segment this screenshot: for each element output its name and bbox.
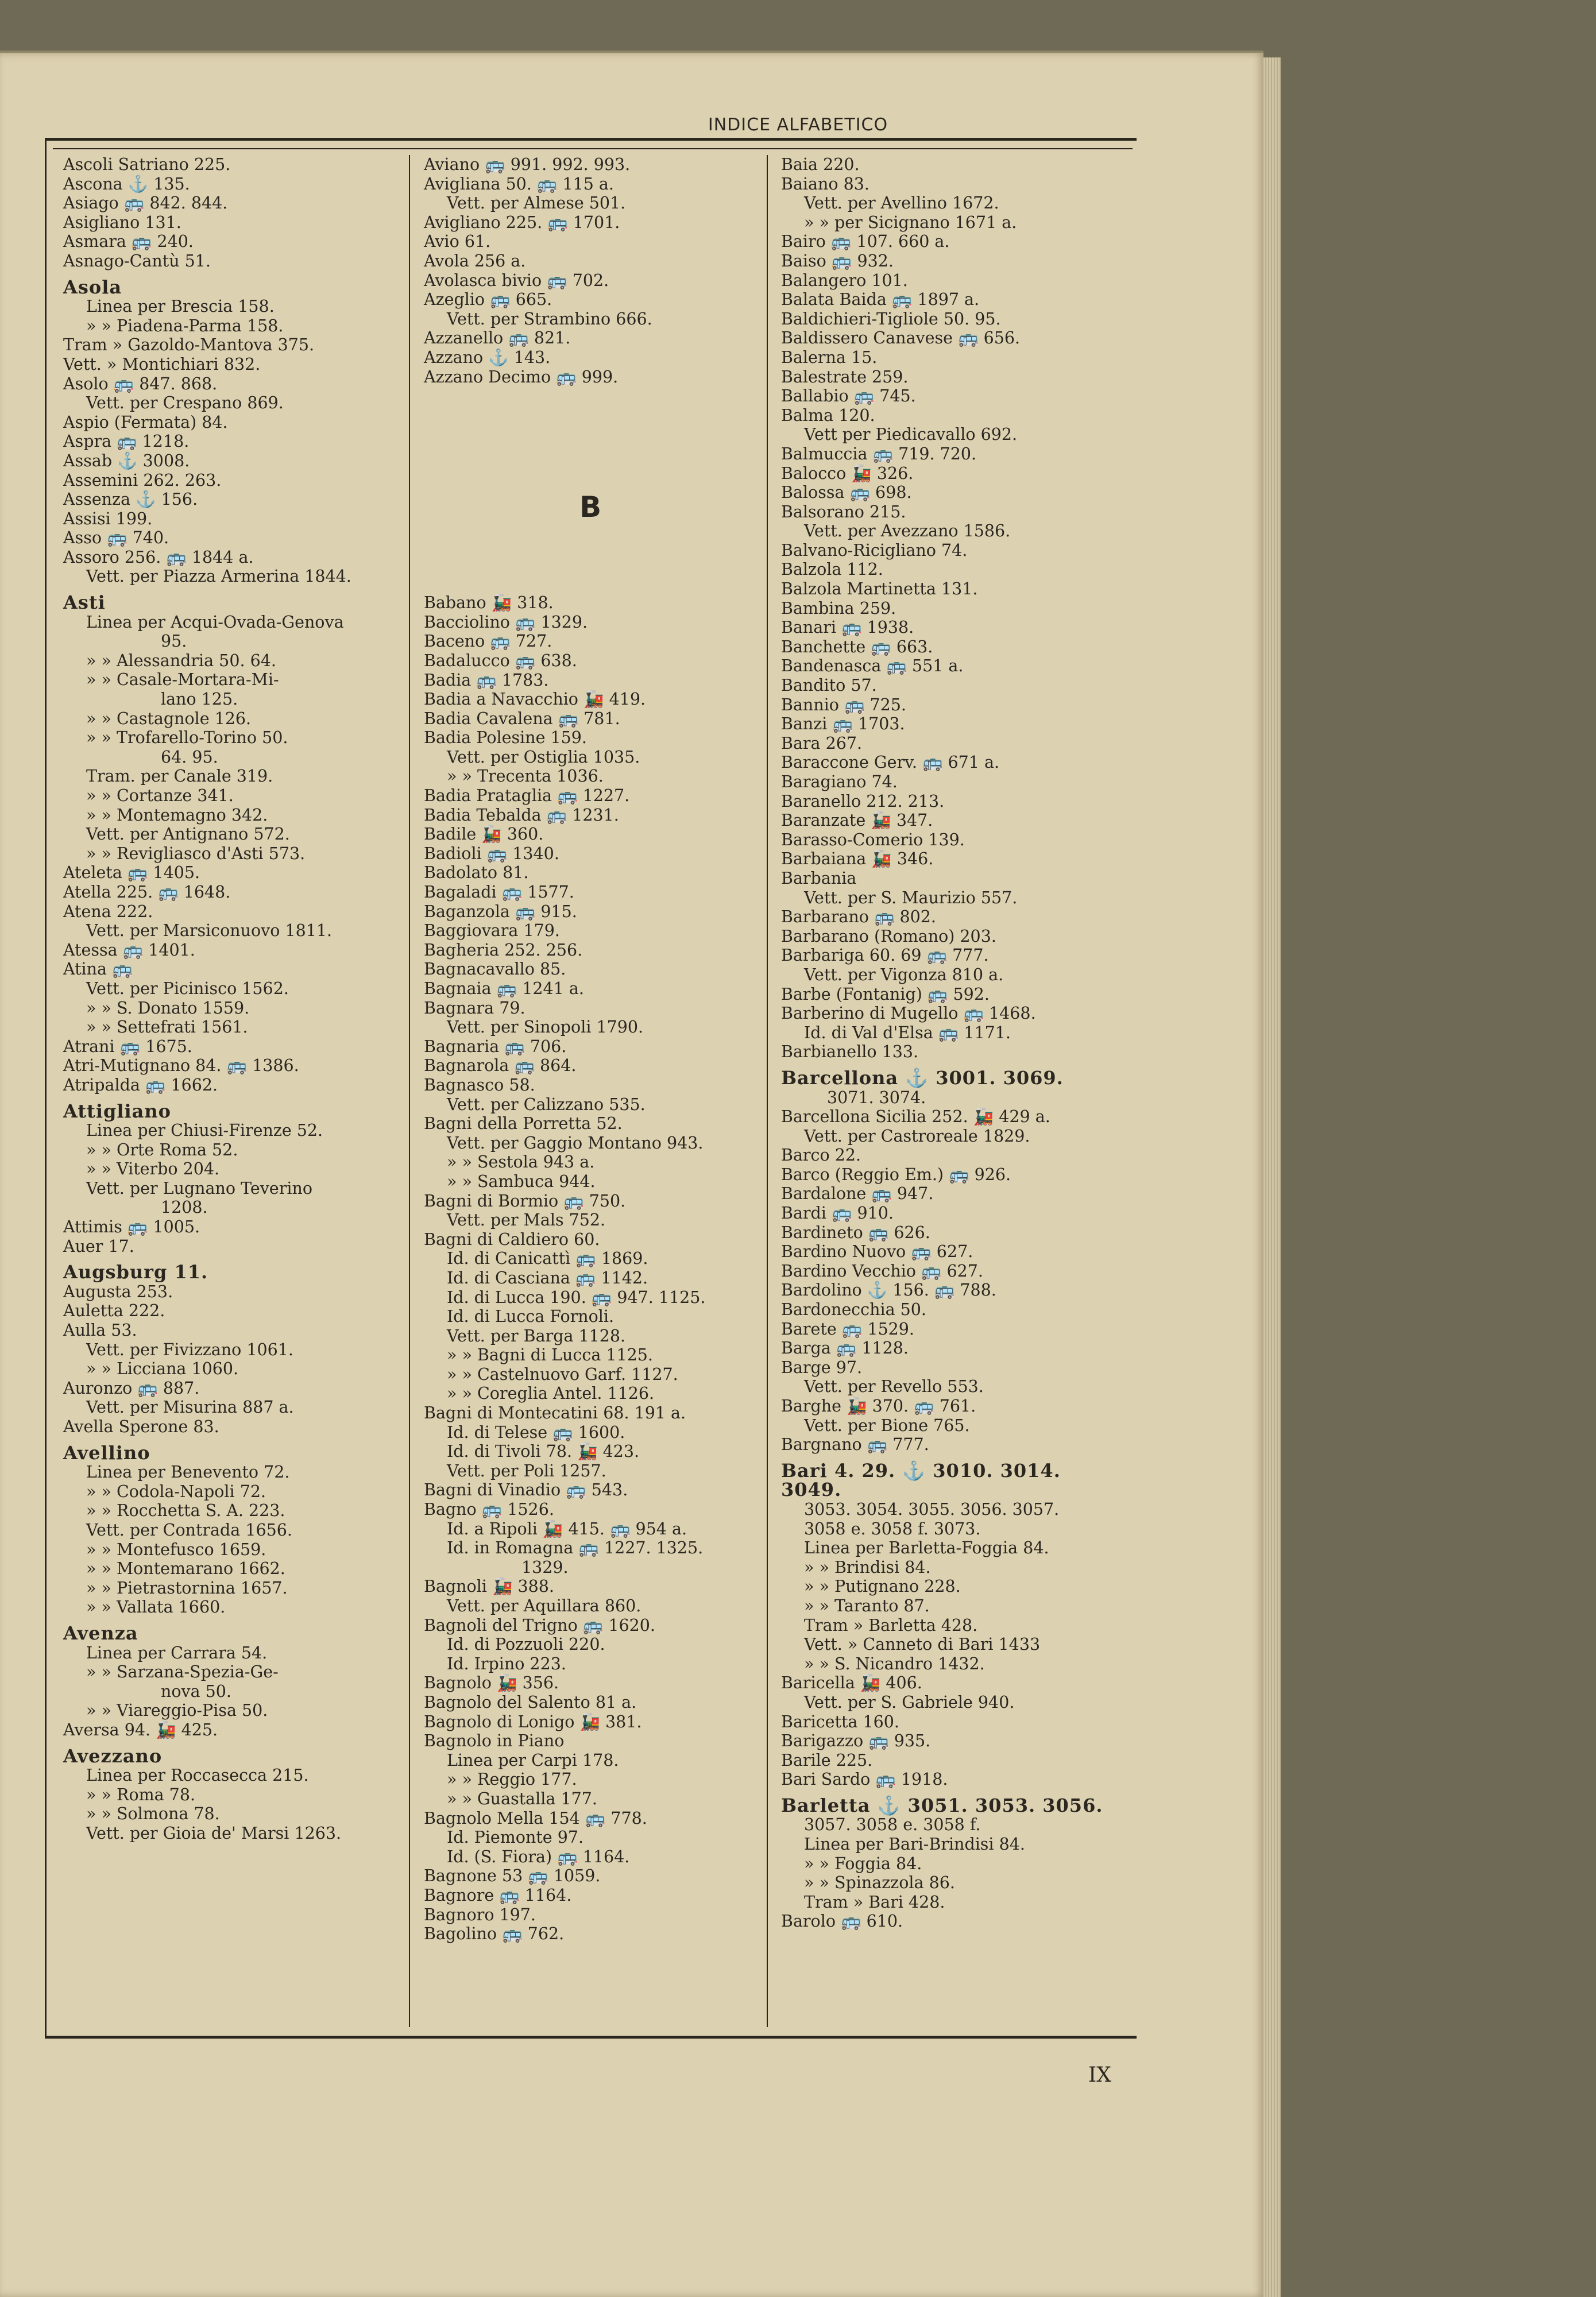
index-entry: Bardineto 🚌 626.	[781, 1223, 930, 1242]
index-entry: Tram » Bari 428.	[804, 1892, 945, 1912]
index-entry: Badile 🚂 360.	[424, 825, 544, 844]
index-entry: Badolato 81.	[424, 863, 529, 883]
index-entry: » » Codola-Napoli 72.	[86, 1482, 266, 1501]
index-entry: » » Pietrastornina 1657.	[86, 1578, 288, 1598]
index-entry: Balata Baida 🚌 1897 a.	[781, 290, 980, 310]
index-entry: 3053. 3054. 3055. 3056. 3057.	[804, 1499, 1060, 1519]
index-heading: Barcellona ⚓ 3001. 3069.	[781, 1066, 1064, 1089]
index-entry: Balsorano 215.	[781, 502, 906, 521]
index-entry: Ateleta 🚌 1405.	[63, 863, 200, 883]
index-entry: Asso 🚌 740.	[63, 528, 169, 548]
index-entry: Aspio (Fermata) 84.	[63, 412, 228, 432]
index-entry: Badia a Navacchio 🚂 419.	[424, 690, 646, 709]
index-entry: 3071. 3074.	[827, 1088, 926, 1107]
index-entry: Id. di Canicattì 🚌 1869.	[447, 1249, 648, 1269]
index-entry: Atena 222.	[63, 902, 153, 921]
index-entry: Linea per Acqui-Ovada-Genova	[86, 612, 344, 632]
index-entry: Id. di Lucca 190. 🚌 947. 1125.	[447, 1287, 706, 1307]
index-entry: Barbaiana 🚂 346.	[781, 849, 934, 869]
index-entry: Vett. per Marsiconuovo 1811.	[86, 921, 333, 941]
index-entry: Vett. per Avellino 1672.	[804, 194, 999, 213]
index-entry: Balzola 112.	[781, 560, 883, 579]
index-entry: Badalucco 🚌 638.	[424, 651, 577, 670]
index-entry: Vett. per Gaggio Montano 943.	[447, 1133, 704, 1153]
index-entry: Bagnara 79.	[424, 998, 525, 1018]
index-entry: Balma 120.	[781, 405, 875, 425]
index-entry: Barbianello 133.	[781, 1042, 919, 1062]
index-entry: Babano 🚂 318.	[424, 593, 554, 613]
index-entry: Bagnarola 🚌 864.	[424, 1056, 577, 1076]
index-entry: Badia Cavalena 🚌 781.	[424, 709, 620, 728]
index-entry: Bardi 🚌 910.	[781, 1204, 894, 1223]
index-entry: Balvano-Ricigliano 74.	[781, 540, 968, 560]
index-entry: 64. 95.	[161, 747, 218, 767]
index-entry: Id. di Casciana 🚌 1142.	[447, 1268, 648, 1287]
index-entry: Avola 256 a.	[424, 251, 526, 270]
index-heading: Bari 4. 29. ⚓ 3010. 3014. 3049.	[781, 1459, 1061, 1501]
index-entry: Azzanello 🚌 821.	[424, 328, 571, 348]
index-entry: Vett. per Sinopoli 1790.	[447, 1018, 644, 1037]
index-entry: Balangero 101.	[781, 270, 908, 290]
index-entry: Bargnano 🚌 777.	[781, 1435, 929, 1455]
index-entry: Badioli 🚌 1340.	[424, 844, 559, 863]
index-entry: Id. di Val d'Elsa 🚌 1171.	[804, 1023, 1011, 1042]
index-entry: Id. di Tivoli 78. 🚂 423.	[447, 1442, 640, 1461]
index-entry: Assenza ⚓ 156.	[63, 490, 198, 509]
index-entry: Asiago 🚌 842. 844.	[63, 194, 228, 213]
index-entry: Id. di Telese 🚌 1600.	[447, 1422, 625, 1442]
index-entry: Atrani 🚌 1675.	[63, 1037, 192, 1056]
index-entry: » » Roma 78.	[86, 1785, 196, 1804]
index-entry: Bagni di Caldiero 60.	[424, 1229, 600, 1249]
index-entry: Bagnaria 🚌 706.	[424, 1037, 567, 1056]
index-entry: Atella 225. 🚌 1648.	[63, 882, 231, 902]
index-entry: Vett. » Canneto di Bari 1433	[804, 1635, 1041, 1654]
index-entry: Id. (S. Fiora) 🚌 1164.	[447, 1847, 630, 1866]
index-entry: Linea per Chiusi-Firenze 52.	[86, 1121, 323, 1140]
index-entry: Linea per Barletta-Foggia 84.	[804, 1538, 1049, 1558]
index-entry: Bagnone 53 🚌 1059.	[424, 1866, 601, 1886]
index-entry: Asnago-Cantù 51.	[63, 251, 211, 270]
index-entry: Bardonecchia 50.	[781, 1300, 926, 1320]
index-entry: » » Taranto 87.	[804, 1596, 930, 1615]
index-entry: Bagni di Bormio 🚌 750.	[424, 1191, 626, 1211]
index-entry: Bairo 🚌 107. 660 a.	[781, 232, 950, 252]
index-entry: » » Settefrati 1561.	[86, 1018, 248, 1037]
index-entry: Assisi 199.	[63, 509, 153, 528]
index-entry: Bagheria 252. 256.	[424, 940, 583, 960]
index-entry: Barbania	[781, 868, 857, 888]
index-entry: Atripalda 🚌 1662.	[63, 1075, 218, 1095]
index-entry: Avolasca bivio 🚌 702.	[424, 270, 609, 290]
index-entry: nova 50.	[161, 1681, 231, 1701]
index-entry: Vett. per Aquillara 860.	[447, 1596, 642, 1615]
index-entry: Baragiano 74.	[781, 772, 898, 791]
index-entry: Barolo 🚌 610.	[781, 1912, 903, 1931]
index-entry: Aulla 53.	[63, 1321, 137, 1340]
index-entry: Avigliano 225. 🚌 1701.	[424, 212, 620, 232]
index-entry: Vett. per Bione 765.	[804, 1416, 970, 1435]
index-entry: » » Spinazzola 86.	[804, 1873, 955, 1893]
index-entry: » » Cortanze 341.	[86, 786, 234, 805]
index-heading: Attigliano	[63, 1100, 172, 1122]
index-entry: Bagnore 🚌 1164.	[424, 1885, 572, 1905]
index-entry: Bagnoli 🚂 388.	[424, 1577, 554, 1596]
index-entry: Baranello 212. 213.	[781, 791, 945, 811]
index-entry: Baraccone Gerv. 🚌 671 a.	[781, 753, 1000, 772]
index-entry: Bagnolo in Piano	[424, 1731, 565, 1751]
index-entry: » » Coreglia Antel. 1126.	[447, 1384, 655, 1403]
index-entry: » » Trofarello-Torino 50.	[86, 728, 288, 748]
index-entry: » » Licciana 1060.	[86, 1359, 239, 1379]
index-entry: 1208.	[161, 1198, 208, 1217]
index-entry: Linea per Bari-Brindisi 84.	[804, 1835, 1025, 1854]
index-entry: Vett. per Antignano 572.	[86, 825, 290, 844]
index-heading: Avenza	[63, 1622, 138, 1644]
index-entry: Bardino Vecchio 🚌 627.	[781, 1261, 983, 1281]
index-entry: 95.	[161, 632, 187, 651]
index-entry: Asolo 🚌 847. 868.	[63, 374, 218, 393]
index-entry: Balocco 🚂 326.	[781, 463, 914, 483]
index-entry: » » Foggia 84.	[804, 1854, 922, 1873]
index-entry: Bagnolo di Lonigo 🚂 381.	[424, 1712, 642, 1731]
index-entry: Vett. per Almese 501.	[447, 194, 626, 213]
index-entry: » » Sambuca 944.	[447, 1171, 596, 1191]
index-entry: Barasso-Comerio 139.	[781, 830, 965, 849]
index-entry: Vett. per Avezzano 1586.	[804, 521, 1011, 541]
index-heading: Asola	[63, 276, 122, 298]
index-entry: Id. a Ripoli 🚂 415. 🚌 954 a.	[447, 1519, 687, 1538]
index-entry: Vett. per Revello 553.	[804, 1377, 984, 1397]
index-column-3	[781, 155, 1114, 1931]
index-entry: Barete 🚌 1529.	[781, 1319, 914, 1339]
index-entry: » » Orte Roma 52.	[86, 1140, 238, 1159]
index-entry: » » Montemagno 342.	[86, 805, 268, 825]
index-entry: » » Viterbo 204.	[86, 1159, 220, 1179]
index-entry: Id. Irpino 223.	[447, 1654, 566, 1673]
index-entry: Bagolino 🚌 762.	[424, 1924, 565, 1944]
index-entry: Atri-Mutignano 84. 🚌 1386.	[63, 1056, 299, 1076]
index-entry: Id. di Pozzuoli 220.	[447, 1635, 605, 1654]
index-entry: » » Casale-Mortara-Mi-	[86, 670, 279, 690]
index-entry: Baceno 🚌 727.	[424, 632, 552, 651]
index-entry: » » Rocchetta S. A. 223.	[86, 1501, 285, 1521]
index-entry: » » S. Donato 1559.	[86, 998, 250, 1018]
index-heading: Asti	[63, 591, 106, 614]
index-entry: Baranzate 🚂 347.	[781, 811, 933, 830]
index-entry: 1329.	[521, 1557, 569, 1577]
index-entry: Ascoli Satriano 225.	[63, 155, 231, 174]
index-entry: Badia Polesine 159.	[424, 728, 587, 748]
index-entry: Barberino di Mugello 🚌 1468.	[781, 1004, 1036, 1023]
index-entry: » » Solmona 78.	[86, 1804, 220, 1824]
index-entry: Bannio 🚌 725.	[781, 695, 906, 714]
index-entry: Tram » Gazoldo-Mantova 375.	[63, 335, 315, 355]
index-entry: Vett. per Barga 1128.	[447, 1326, 626, 1345]
index-entry: Vett. per Crespano 869.	[86, 393, 284, 413]
index-entry: Tram » Barletta 428.	[804, 1615, 978, 1635]
index-entry: Attimis 🚌 1005.	[63, 1217, 200, 1237]
index-entry: Baldissero Canavese 🚌 656.	[781, 328, 1021, 348]
index-entry: Bandito 57.	[781, 676, 877, 695]
index-column-1	[63, 155, 396, 1843]
index-entry: Badia Tebalda 🚌 1231.	[424, 805, 619, 825]
index-entry: Vett. per Fivizzano 1061.	[86, 1340, 293, 1359]
index-entry: » » Montemarano 1662.	[86, 1559, 285, 1579]
index-entry: » » Reggio 177.	[447, 1770, 577, 1789]
index-entry: Barco (Reggio Em.) 🚌 926.	[781, 1165, 1011, 1184]
index-entry: Banari 🚌 1938.	[781, 618, 914, 637]
index-entry: Balerna 15.	[781, 347, 878, 367]
index-entry: Linea per Roccasecca 215.	[86, 1766, 309, 1785]
index-entry: Barge 97.	[781, 1358, 863, 1377]
index-entry: Barco 22.	[781, 1146, 861, 1165]
index-entry: Balzola Martinetta 131.	[781, 579, 978, 599]
index-entry: Id. di Lucca Fornoli.	[447, 1307, 615, 1327]
index-entry: Bacciolino 🚌 1329.	[424, 612, 588, 632]
index-entry: Bagnacavallo 85.	[424, 960, 566, 979]
index-entry: Avella Sperone 83.	[63, 1417, 219, 1436]
index-entry: Vett per Piedicavallo 692.	[804, 425, 1018, 444]
page-number: IX	[1088, 2063, 1111, 2087]
index-entry: » » Alessandria 50. 64.	[86, 651, 276, 670]
index-entry: Baricetta 160.	[781, 1712, 899, 1731]
index-entry: Azeglio 🚌 665.	[424, 290, 552, 310]
index-entry: Vett. per Piazza Armerina 1844.	[86, 567, 351, 586]
index-entry: Vett. per Mals 752.	[447, 1211, 606, 1230]
index-column-2	[424, 155, 757, 1944]
index-entry: Aviano 🚌 991. 992. 993.	[424, 155, 631, 174]
index-entry: Banchette 🚌 663.	[781, 637, 933, 656]
index-entry: » » Revigliasco d'Asti 573.	[86, 844, 306, 863]
index-entry: Auronzo 🚌 887.	[63, 1378, 200, 1398]
index-entry: Vett. per Calizzano 535.	[447, 1095, 646, 1114]
index-entry: Bardino Nuovo 🚌 627.	[781, 1242, 973, 1262]
index-entry: Bardolino ⚓ 156. 🚌 788.	[781, 1281, 996, 1300]
index-entry: » » S. Nicandro 1432.	[804, 1654, 985, 1673]
index-entry: Vett. per Contrada 1656.	[86, 1520, 292, 1540]
index-entry: 3058 e. 3058 f. 3073.	[804, 1519, 981, 1538]
index-entry: » » Piadena-Parma 158.	[86, 316, 284, 335]
index-entry: Barcellona Sicilia 252. 🚂 429 a.	[781, 1107, 1050, 1127]
index-entry: Atina 🚌	[63, 960, 133, 979]
index-entry: Badia 🚌 1783.	[424, 670, 549, 690]
index-entry: Bara 267.	[781, 733, 863, 753]
index-entry: Bagnoli del Trigno 🚌 1620.	[424, 1615, 655, 1635]
index-entry: » » Putignano 228.	[804, 1577, 961, 1596]
index-entry: Balossa 🚌 698.	[781, 483, 912, 502]
index-entry: » » Guastalla 177.	[447, 1789, 597, 1808]
page-header: INDICE ALFABETICO	[708, 115, 888, 135]
index-entry: Bagnasco 58.	[424, 1075, 535, 1095]
column-divider	[767, 155, 768, 2027]
index-entry: Bagni di Montecatini 68. 191 a.	[424, 1403, 686, 1423]
index-entry: Baiso 🚌 932.	[781, 251, 894, 270]
index-entry: Vett. per Vigonza 810 a.	[804, 965, 1004, 984]
index-entry: Baganzola 🚌 915.	[424, 902, 577, 921]
index-entry: Balestrate 259.	[781, 367, 909, 386]
index-heading: Barletta ⚓ 3051. 3053. 3056.	[781, 1794, 1103, 1816]
index-entry: Baggiovara 179.	[424, 921, 560, 941]
index-entry: Badia Prataglia 🚌 1227.	[424, 786, 630, 806]
index-entry: Bambina 259.	[781, 598, 896, 618]
index-entry: Assab ⚓ 3008.	[63, 451, 190, 470]
index-entry: Bagnolo 🚂 356.	[424, 1673, 559, 1693]
index-entry: Aspra 🚌 1218.	[63, 432, 190, 451]
index-entry: » » Castagnole 126.	[86, 709, 252, 728]
index-entry: Bagaladi 🚌 1577.	[424, 883, 574, 902]
index-entry: Vett. per Misurina 887 a.	[86, 1398, 294, 1417]
index-entry: Atessa 🚌 1401.	[63, 940, 195, 960]
index-entry: Bardalone 🚌 947.	[781, 1184, 934, 1204]
index-entry: Vett. per Poli 1257.	[447, 1461, 606, 1480]
index-entry: Barbariga 60. 69 🚌 777.	[781, 946, 989, 965]
index-entry: Bagnoro 197.	[424, 1905, 536, 1924]
index-entry: » » Montefusco 1659.	[86, 1540, 266, 1559]
index-entry: Ascona ⚓ 135.	[63, 174, 190, 194]
index-entry: Id. Piemonte 97.	[447, 1828, 584, 1847]
index-entry: Bagni di Vinadio 🚌 543.	[424, 1480, 628, 1500]
index-entry: » » per Sicignano 1671 a.	[804, 212, 1017, 232]
index-entry: » » Trecenta 1036.	[447, 767, 604, 786]
index-entry: Barile 225.	[781, 1750, 873, 1770]
index-entry: Bagno 🚌 1526.	[424, 1500, 554, 1519]
index-entry: Asmara 🚌 240.	[63, 232, 194, 252]
index-entry: Bagni della Porretta 52.	[424, 1114, 623, 1134]
index-entry: Avio 61.	[424, 232, 491, 252]
index-entry: Bandenasca 🚌 551 a.	[781, 656, 964, 676]
index-heading: Avezzano	[63, 1745, 163, 1767]
index-entry: Barbe (Fontanig) 🚌 592.	[781, 984, 990, 1004]
index-entry: Barghe 🚂 370. 🚌 761.	[781, 1397, 976, 1416]
column-divider	[409, 155, 410, 2027]
index-entry: lano 125.	[161, 690, 238, 709]
index-entry: Ballabio 🚌 745.	[781, 386, 916, 406]
index-heading: Augsburg 11.	[63, 1261, 208, 1283]
index-entry: Augusta 253.	[63, 1282, 173, 1301]
index-entry: Vett. per S. Gabriele 940.	[804, 1692, 1015, 1712]
index-entry: » » Vallata 1660.	[86, 1598, 226, 1617]
index-entry: Tram. per Canale 319.	[86, 767, 273, 786]
index-entry: Auletta 222.	[63, 1301, 165, 1321]
index-entry: Vett. per Castroreale 1829.	[804, 1126, 1030, 1146]
index-entry: Bari Sardo 🚌 1918.	[781, 1770, 948, 1789]
index-entry: Bagnolo Mella 154 🚌 778.	[424, 1808, 647, 1828]
index-entry: Assoro 256. 🚌 1844 a.	[63, 547, 254, 567]
index-entry: Baldichieri-Tigliole 50. 95.	[781, 309, 1001, 328]
index-entry: Vett. per Picinisco 1562.	[86, 979, 289, 998]
index-heading: Avellino	[63, 1441, 150, 1464]
index-entry: Banzi 🚌 1703.	[781, 714, 905, 734]
index-entry: Barigazzo 🚌 935.	[781, 1731, 931, 1751]
index-entry: Vett. per S. Maurizio 557.	[804, 888, 1018, 907]
index-entry: » » Brindisi 84.	[804, 1557, 931, 1577]
index-entry: Aversa 94. 🚂 425.	[63, 1720, 218, 1739]
index-entry: Balmuccia 🚌 719. 720.	[781, 444, 977, 463]
index-entry: Barbarano (Romano) 203.	[781, 926, 996, 946]
index-entry: Azzano Decimo 🚌 999.	[424, 367, 619, 386]
index-entry: Bagnaia 🚌 1241 a.	[424, 979, 584, 998]
index-entry: » » Bagni di Lucca 1125.	[447, 1345, 653, 1365]
index-entry: 3057. 3058 e. 3058 f.	[804, 1815, 981, 1835]
index-entry: » » Viareggio-Pisa 50.	[86, 1701, 268, 1720]
index-entry: Auer 17.	[63, 1236, 134, 1256]
section-letter: B	[579, 490, 602, 524]
index-entry: Vett. per Lugnano Teverino	[86, 1178, 312, 1198]
index-entry: Baricella 🚂 406.	[781, 1673, 922, 1693]
index-entry: Baiano 83.	[781, 174, 870, 194]
index-entry: Barbarano 🚌 802.	[781, 907, 936, 927]
index-entry: Linea per Benevento 72.	[86, 1463, 290, 1482]
index-entry: Vett. per Strambino 666.	[447, 309, 652, 328]
index-entry: » » Sarzana-Spezia-Ge-	[86, 1662, 279, 1682]
index-entry: Avigliana 50. 🚌 115 a.	[424, 174, 614, 194]
index-entry: Azzano ⚓ 143.	[424, 347, 551, 367]
index-entry: Vett. per Gioia de' Marsi 1263.	[86, 1823, 342, 1843]
index-entry: Linea per Carrara 54.	[86, 1643, 268, 1662]
index-entry: Linea per Brescia 158.	[86, 297, 275, 316]
index-entry: Baia 220.	[781, 155, 860, 174]
index-entry: Bagnolo del Salento 81 a.	[424, 1692, 637, 1712]
index-entry: Assemini 262. 263.	[63, 470, 222, 490]
index-entry: Vett. per Ostiglia 1035.	[447, 747, 640, 767]
index-entry: Linea per Carpi 178.	[447, 1750, 619, 1770]
index-entry: Barga 🚌 1128.	[781, 1339, 909, 1358]
index-entry: » » Castelnuovo Garf. 1127.	[447, 1364, 678, 1384]
index-entry: Vett. » Montichiari 832.	[63, 354, 261, 374]
index-entry: Id. in Romagna 🚌 1227. 1325.	[447, 1538, 704, 1558]
index-entry: Asigliano 131.	[63, 212, 181, 232]
index-entry: » » Sestola 943 a.	[447, 1153, 595, 1172]
page-edge	[1263, 57, 1281, 2297]
